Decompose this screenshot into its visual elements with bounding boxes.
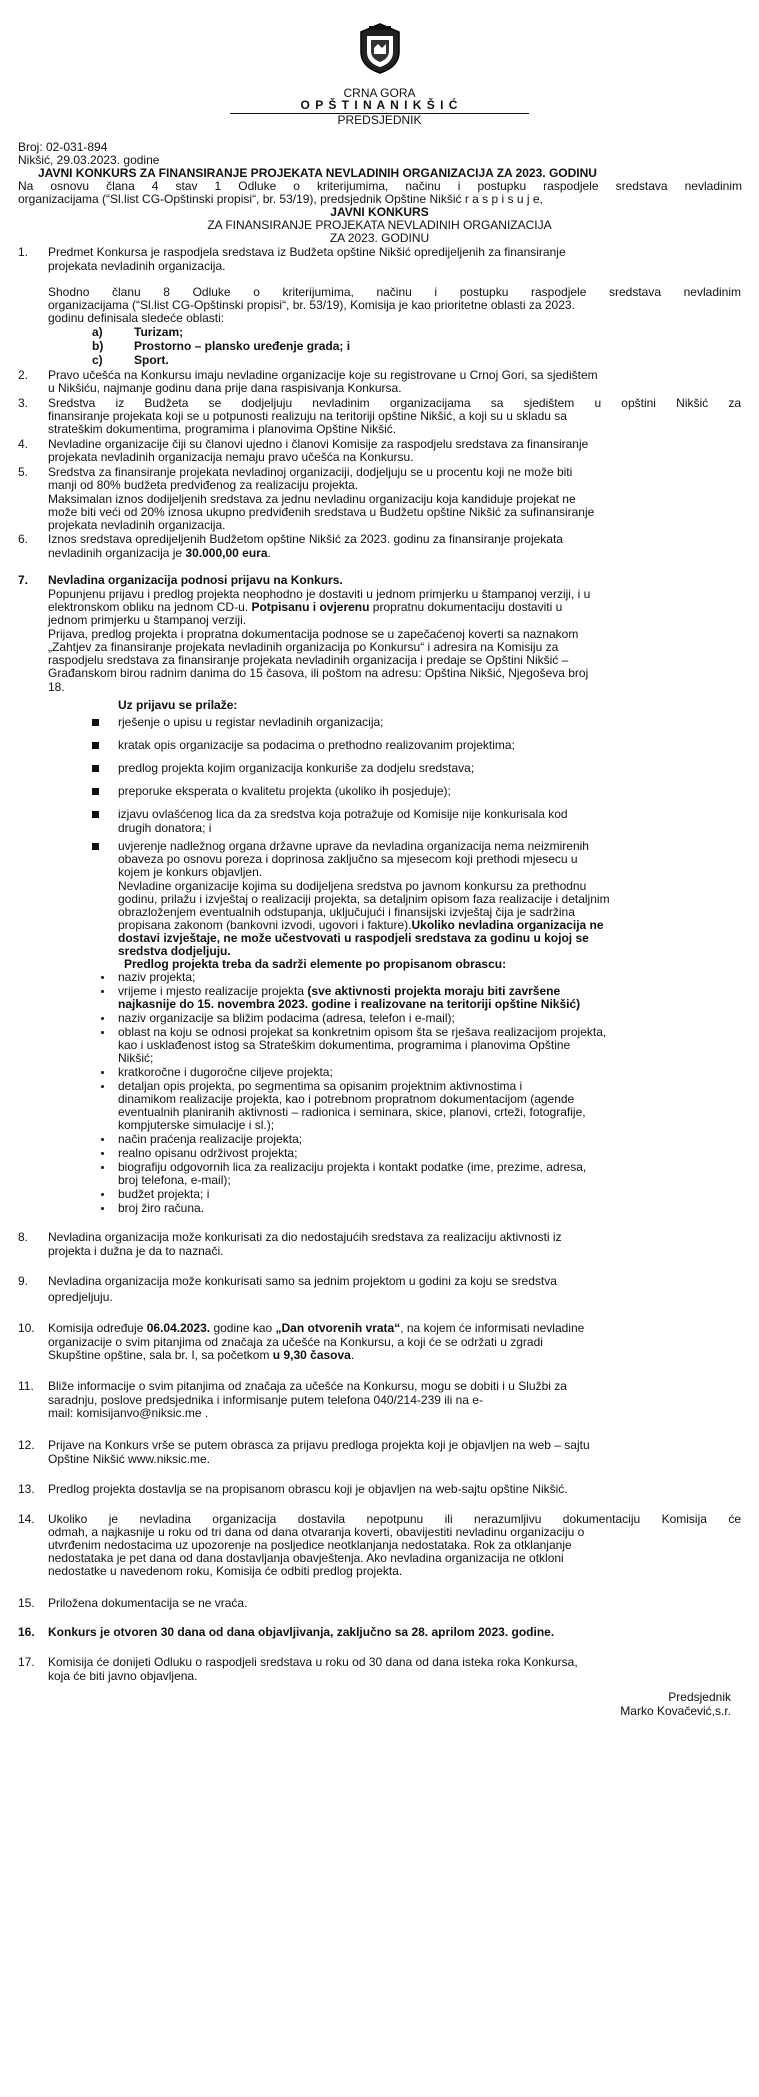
element-item: budžet projekta; i: [118, 1187, 210, 1201]
item-text: elektronskom obliku na jednom CD-u. Potpisanu i ovjerenu propratnu dokumentaciju dostaviti u: [48, 600, 563, 614]
item-number: 9.: [18, 1274, 29, 1288]
item-text: projekata nevladinih organizacija.: [48, 259, 226, 273]
intro-line: Na osnovu člana 4 stav 1 Odluke o kriterijumima, načinu i postupku raspodjele sredstava nevladinim: [18, 179, 742, 193]
attachment-item: preporuke eksperata o kvalitetu projekta (ukoliko ih posjeduje);: [118, 784, 451, 798]
item-text: odmah, a najkasnije u roku od tri dana od dana otvaranja koverti, obavijestiti nevladinu organizaciju o: [48, 1525, 585, 1539]
element-item: realno opisanu održivost projekta;: [118, 1146, 298, 1160]
attachment-item: predlog projekta kojim organizacija konkuriše za dodjelu sredstava;: [118, 761, 475, 775]
item-text: „Zahtjev za finansiranje projekata nevladinih organizacija po Konkursu“ i adresira na Komisiju za: [48, 640, 559, 654]
item-text: Maksimalan iznos dodijeljenih sredstava za jednu nevladinu organizaciju koja kandiduje projekat ne: [48, 492, 576, 506]
item-text: Nevladina organizacija može konkurisati samo sa jednim projektom u godini za koju se sredstva: [48, 1274, 557, 1288]
item-number: 14.: [18, 1512, 35, 1526]
element-item: kratkoročne i dugoročne ciljeve projekta;: [118, 1065, 333, 1079]
bullet-icon: [92, 788, 99, 795]
item-text: Nevladine organizacije čiji su članovi ujedno i članovi Komisije za raspodjelu sredstava za finansiranje: [48, 437, 589, 451]
item-text: sredstva dodjeljuju.: [118, 944, 231, 958]
elements-heading: Predlog projekta treba da sadrži elemente po propisanom obrascu:: [124, 957, 507, 971]
element-item: dinamikom realizacije projekta, kao i potrebnom propratnom dokumentacijom (agende: [118, 1092, 575, 1106]
element-item: naziv projekta;: [118, 970, 196, 984]
element-item: Nikšić;: [118, 1051, 154, 1065]
item-number: 5.: [18, 465, 29, 479]
item-text: Konkurs je otvoren 30 dana od dana objavljivanja, zaključno sa 28. aprilom 2023. godine.: [48, 1625, 555, 1639]
country-name: CRNA GORA: [343, 86, 416, 100]
item-text: raspodjelu sredstava za finansiranje projekata nevladinih organizacija i predaje se Opštini Nikšić –: [48, 653, 569, 667]
attachment-item: uvjerenje nadležnog organa državne uprave da nevladina organizacija nema neizmirenih: [118, 839, 589, 853]
bullet-icon: [92, 742, 99, 749]
item-text: Popunjenu prijavu i predlog projekta neophodno je dostaviti u jednom primjerku u štampanoj verziji, i u: [48, 587, 591, 601]
list-label: c): [92, 353, 103, 367]
bullet-icon: [101, 1071, 104, 1074]
item-number: 7.: [18, 573, 29, 587]
item-number: 11.: [18, 1379, 34, 1393]
budget-amount: 30.000,00 eura: [185, 546, 268, 560]
item-text: nedostataka je pet dana od dana dostavljanja obavještenja. Ako nevladina organizacija ne otkloni: [48, 1551, 564, 1565]
item-text: u Nikšiću, najmanje godinu dana prije dana raspisivanja Konkursa.: [48, 381, 402, 395]
item-text: Prijave na Konkurs vrše se putem obrasca za prijavu predloga projekta koji je objavljen na web – sajtu: [48, 1438, 590, 1452]
item-text: nevladinih organizacija je 30.000,00 eura.: [48, 546, 271, 560]
item-text: organizacijama (“Sl.list CG-Opštinski propisi“, br. 53/19), Komisija je kao prioritetne oblasti za 2023.: [48, 298, 575, 312]
item-text: Komisija će donijeti Odluku o raspodjeli sredstava u roku od 30 dana od dana isteka roka Konkursa,: [48, 1655, 578, 1669]
item-text: nedostatke u navedenom roku, Komisija će odbiti predlog projekta.: [48, 1564, 403, 1578]
office-name: PREDSJEDNIK: [337, 113, 422, 127]
intro-line: organizacijama (“Sl.list CG-Opštinski propisi“, br. 53/19), predsjednik Opštine Nikšić r a s p i s u j e,: [18, 192, 543, 206]
item-text: Predlog projekta dostavlja se na propisanom obrascu koji je objavljen na web-sajtu opštine Nikšić.: [48, 1482, 568, 1496]
item-text: Iznos sredstava opredijeljenih Budžetom opštine Nikšić za 2023. godinu za finansiranje projekata: [48, 532, 563, 546]
item-text: Priložena dokumentacija se ne vraća.: [48, 1596, 248, 1610]
element-item: najkasnije do 15. novembra 2023. godine i realizovane na teritoriji opštine Nikšić): [118, 997, 581, 1011]
bullet-icon: [101, 1085, 104, 1088]
bullet-icon: [101, 990, 104, 993]
item-text: Skupštine opštine, sala br. I, sa početkom u 9,30 časova.: [48, 1348, 355, 1362]
item-number: 8.: [18, 1230, 29, 1244]
item-text: strateškim dokumentima, programima i planovima Opštine Nikšić.: [48, 422, 397, 436]
item-text: Prijava, predlog projekta i propratna dokumentacija podnose se u zapečaćenoj koverti sa naznakom: [48, 627, 579, 641]
bullet-icon: [92, 765, 99, 772]
item-text: saradnju, poslove predsjednika i informisanje putem telefona 040/214-239 ili na e-: [48, 1393, 483, 1407]
item-text: koja će biti javno objavljena.: [48, 1669, 198, 1683]
item-number: 13.: [18, 1482, 35, 1496]
signature-role: Predsjednik: [668, 1690, 731, 1704]
element-item: detaljan opis projekta, po segmentima sa opisanim projektnim aktivnostima i: [118, 1079, 523, 1093]
bullet-icon: [101, 1138, 104, 1141]
bullet-icon: [101, 1166, 104, 1169]
item-text: dostavi izvještaje, ne može učestvovati u raspodjeli sredstava za godinu u kojoj se: [118, 931, 589, 945]
bullet-icon: [101, 1031, 104, 1034]
section-heading: JAVNI KONKURS: [330, 205, 429, 219]
item-number: 6.: [18, 532, 29, 546]
section-heading: ZA 2023. GODINU: [329, 231, 430, 245]
element-item: kompjuterske simulacije i sl.);: [118, 1118, 275, 1132]
item-number: 12.: [18, 1438, 35, 1452]
bullet-icon: [101, 1017, 104, 1020]
attachment-item: drugih donatora; i: [118, 821, 212, 835]
element-item: biografiju odgovornih lica za realizaciju projekta i kontakt podatke (ime, prezime, adresa,: [118, 1160, 587, 1174]
item-number: 1.: [18, 245, 29, 259]
attachment-item: obaveza po osnovu poreza i doprinosa zaključno sa mjesecom koji prethodi mjesecu u: [118, 852, 578, 866]
item-text: jednom primjerku u štampanoj verziji.: [48, 613, 247, 627]
list-label: a): [92, 325, 103, 339]
item-number: 16.: [18, 1625, 35, 1639]
item-text: Predmet Konkursa je raspodjela sredstava iz Budžeta opštine Nikšić opredijeljenih za finansiranje: [48, 245, 566, 259]
item-text: Shodno članu 8 Odluke o kriterijumima, načinu i postupku raspodjele sredstava nevladinim: [48, 285, 741, 299]
item-text: može biti veći od 20% iznosa ukupno predviđenih sredstava u Budžetu opštine Nikšić za sufinansiranje: [48, 505, 595, 519]
document-number: Broj: 02-031-894: [18, 140, 108, 154]
attachments-heading: Uz prijavu se prilaže:: [118, 698, 238, 712]
element-item: kao i usklađenost istog sa Strateškim dokumentima, programima i planovima Opštine: [118, 1038, 571, 1052]
item-text: obrazloženjem eventualnih odstupanja, uključujući i finansijski izvještaj čija je sadržina: [118, 905, 575, 919]
item-text: manji od 80% budžeta predviđenog za realizaciju projekta.: [48, 478, 359, 492]
item-number: 10.: [18, 1321, 35, 1335]
document-title: JAVNI KONKURS ZA FINANSIRANJE PROJEKATA NEVLADINIH ORGANIZACIJA ZA 2023. GODINU: [38, 166, 597, 180]
attachment-item: rješenje o upisu u registar nevladinih organizacija;: [118, 715, 384, 729]
priority-area: Prostorno – plansko uređenje grada; i: [134, 339, 351, 353]
element-item: broj telefona, e-mail);: [118, 1173, 231, 1187]
item-text: godinu definisala sledeće oblasti:: [48, 311, 225, 325]
item-text: Ukoliko je nevladina organizacija dostavila nepotpunu ili nerazumljivu dokumentaciju Komisija će: [48, 1512, 741, 1526]
item-text: projekata nevladinih organizacija.: [48, 518, 226, 532]
item-text: Nevladine organizacije kojima su dodijeljena sredstva po javnom konkursu za prethodnu: [118, 879, 587, 893]
item-text: projekta i dužna je da to naznači.: [48, 1244, 224, 1258]
item-heading: Nevladina organizacija podnosi prijavu na Konkurs.: [48, 573, 343, 587]
item-text: godinu, prilažu i izvještaj o realizaciji projekta, sa detaljnim opisom faza realizacije i detaljnim: [118, 892, 610, 906]
priority-area: Turizam;: [134, 325, 184, 339]
element-item: način praćenja realizacije projekta;: [118, 1132, 303, 1146]
attachment-item: kratak opis organizacije sa podacima o prethodno realizovanim projektima;: [118, 738, 515, 752]
signature-name: Marko Kovačević,s.r.: [620, 1704, 731, 1718]
priority-area: Sport.: [134, 353, 169, 367]
section-heading: ZA FINANSIRANJE PROJEKATA NEVLADINIH ORGANIZACIJA: [207, 218, 552, 232]
attachment-item: izjavu ovlašćenog lica da za sredstva koja potražuje od Komisije nije konkurisala kod: [118, 807, 568, 821]
item-text: utvrđenim nedostacima uz upozorenje na posljedice neotklanjanja nedostataka. Rok za otklanjanje: [48, 1538, 572, 1552]
bullet-icon: [101, 1193, 104, 1196]
bullet-icon: [101, 1207, 104, 1210]
element-item: vrijeme i mjesto realizacije projekta (sve aktivnosti projekta moraju biti završene: [118, 984, 561, 998]
item-text: organizacije o svim pitanjima od značaja za učešće na Konkursu, a koji će se održati u zgradi: [48, 1335, 543, 1349]
item-text: Sredstva iz Budžeta se dodjeljuju nevladinim organizacijama sa sjedištem u opštini Nikšić za: [48, 396, 741, 410]
element-item: broj žiro računa.: [118, 1201, 205, 1215]
item-text: Bliže informacije o svim pitanjima od značaja za učešće na Konkursu, mogu se dobiti i u Službi za: [48, 1379, 567, 1393]
bullet-icon: [101, 1152, 104, 1155]
element-item: eventualnih planiranih aktivnosti – radionica i seminara, skice, planovi, crteži, fotografije,: [118, 1105, 586, 1119]
item-text: Građanskom birou radnim danima do 15 časova, ili poštom na adresu: Opština Nikšić, Njegoševa broj: [48, 666, 589, 680]
bullet-icon: [92, 719, 99, 726]
open-day-date: 06.04.2023.: [146, 1321, 211, 1335]
item-number: 15.: [18, 1596, 35, 1610]
item-text: propisana zakonom (bankovni izvodi, ugovori i fakture).Ukoliko nevladina organizacija ne: [118, 918, 604, 932]
item-number: 17.: [18, 1655, 35, 1669]
item-number: 4.: [18, 437, 29, 451]
document-date: Nikšić, 29.03.2023. godine: [18, 153, 160, 167]
bullet-icon: [92, 811, 99, 818]
item-number: 2.: [18, 368, 29, 382]
element-item: oblast na koju se odnosi projekat sa konkretnim opisom šta se rješava realizacijom projekta,: [118, 1025, 607, 1039]
contact-email: mail: komisijanvo@niksic.me .: [48, 1406, 209, 1420]
bullet-icon: [92, 843, 99, 850]
item-number: 3.: [18, 396, 29, 410]
item-text: Pravo učešća na Konkursu imaju nevladine organizacije koje su registrovane u Crnoj Gori, sa sjedištem: [48, 368, 598, 382]
item-text: finansiranje projekata koji se u potpunosti realizuju na teritoriji opštine Nikšić, a koji su u skladu sa: [48, 409, 567, 423]
municipality-crest-icon: [357, 22, 403, 74]
item-text: projekata nevladinih organizacija nemaju pravo učešća na Konkursu.: [48, 450, 414, 464]
municipality-name: O P Š T I N A N I K Š I Ć: [300, 98, 459, 112]
list-label: b): [92, 339, 104, 353]
item-text: Nevladina organizacija može konkurisati za dio nedostajućih sredstava za realizaciju aktivnosti iz: [48, 1230, 562, 1244]
item-text: opredjeljuju.: [48, 1290, 113, 1304]
attachment-item: kojem je konkurs objavljen.: [118, 865, 263, 879]
item-text: 18.: [48, 680, 65, 694]
item-text: Sredstva za finansiranje projekata nevladinoj organizaciji, dodjeljuju se u procentu koji ne može biti: [48, 465, 573, 479]
element-item: naziv organizacije sa bližim podacima (adresa, telefon i e-mail);: [118, 1011, 455, 1025]
item-text: Komisija određuje 06.04.2023. godine kao „Dan otvorenih vrata“, na kojem će informisati nevladine: [48, 1321, 585, 1335]
website-link: Opštine Nikšić www.niksic.me.: [48, 1452, 211, 1466]
bullet-icon: [101, 976, 104, 979]
